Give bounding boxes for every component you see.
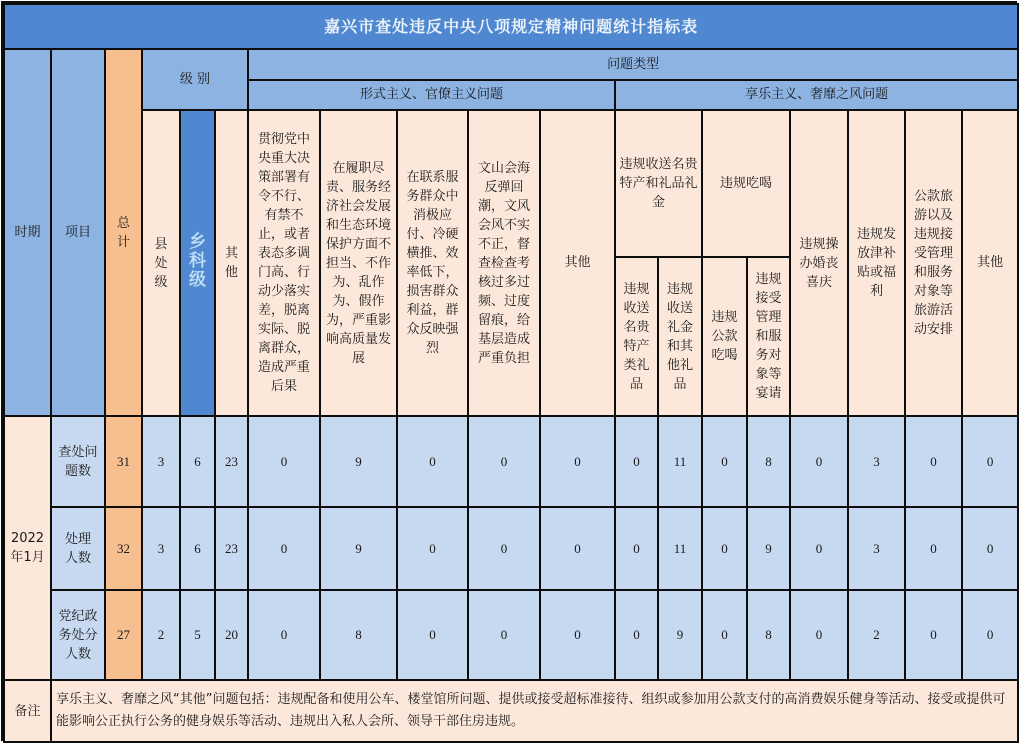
statistics-table-container <box>1 1 1017 741</box>
cell-gifts-cash: 9 <box>658 590 702 680</box>
cell-gifts-specialty: 0 <box>615 416 658 507</box>
header-problem-type: 问题类型 <box>248 49 1018 80</box>
table-row <box>4 416 1018 507</box>
cell-formalism-3: 0 <box>397 590 468 680</box>
cell-hedonism-other: 0 <box>962 416 1018 507</box>
table-row <box>4 590 1018 680</box>
cell-weddings-funerals: 0 <box>790 590 848 680</box>
header-item: 项目 <box>51 49 105 416</box>
table-row <box>4 507 1018 590</box>
cell-formalism-other: 0 <box>540 590 615 680</box>
header-public-travel: 公款旅游以及违规接受管理和服务对象等旅游活动安排 <box>905 110 962 416</box>
cell-hedonism-other: 0 <box>962 507 1018 590</box>
header-formalism-col-2: 在履职尽责、服务经济社会发展和生态环境保护方面不担当、不作为、乱作为、假作为，严重影响高质量发展 <box>320 110 397 416</box>
cell-formalism-other: 0 <box>540 416 615 507</box>
statistics-table <box>3 3 1019 743</box>
cell-gifts-specialty: 0 <box>615 590 658 680</box>
cell-formalism-4: 0 <box>468 416 540 507</box>
header-formalism-other: 其他 <box>540 110 615 416</box>
cell-level-other: 20 <box>215 590 248 680</box>
cell-public-travel: 0 <box>905 416 962 507</box>
cell-subsidies: 3 <box>848 507 905 590</box>
cell-formalism-other: 0 <box>540 507 615 590</box>
header-period: 时期 <box>4 49 51 416</box>
cell-formalism-4: 0 <box>468 590 540 680</box>
header-level-group: 级 别 <box>142 49 248 110</box>
cell-gifts-cash: 11 <box>658 507 702 590</box>
cell-public-travel: 0 <box>905 590 962 680</box>
header-formalism-col-1: 贯彻党中央重大决策部署有令不行、有禁不止，或者表态多调门高、行动少落实差，脱离实际、脱离群众，造成严重后果 <box>248 110 320 416</box>
header-dining-group: 违规吃喝 <box>702 110 790 257</box>
header-gifts-specialty: 违规收送名贵特产类礼品 <box>615 257 658 416</box>
cell-hedonism-other: 0 <box>962 590 1018 680</box>
cell-formalism-1: 0 <box>248 507 320 590</box>
cell-public-travel: 0 <box>905 507 962 590</box>
cell-formalism-3: 0 <box>397 507 468 590</box>
header-subsidies: 违规发放津补贴或福利 <box>848 110 905 416</box>
cell-level-county: 2 <box>142 590 180 680</box>
cell-formalism-2: 9 <box>320 416 397 507</box>
cell-formalism-3: 0 <box>397 416 468 507</box>
cell-dining-public: 0 <box>702 590 747 680</box>
cell-weddings-funerals: 0 <box>790 507 848 590</box>
cell-level-other: 23 <box>215 507 248 590</box>
cell-formalism-1: 0 <box>248 416 320 507</box>
cell-formalism-4: 0 <box>468 507 540 590</box>
header-formalism-col-3: 在联系服务群众中消极应付、冷硬横推、效率低下，损害群众利益，群众反映强烈 <box>397 110 468 416</box>
row-label: 党纪政务处分人数 <box>51 590 105 680</box>
period-cell: 2022年1月 <box>4 416 51 680</box>
cell-level-township: 6 <box>180 507 215 590</box>
cell-level-county: 3 <box>142 507 180 590</box>
cell-level-township: 6 <box>180 416 215 507</box>
cell-formalism-2: 9 <box>320 507 397 590</box>
header-level-other: 其他 <box>215 110 248 416</box>
row-total: 32 <box>105 507 142 590</box>
header-level-county: 县处级 <box>142 110 180 416</box>
cell-subsidies: 3 <box>848 416 905 507</box>
cell-subsidies: 2 <box>848 590 905 680</box>
cell-dining-banquet: 8 <box>747 590 790 680</box>
cell-dining-banquet: 8 <box>747 416 790 507</box>
header-gifts-group: 违规收送名贵特产和礼品礼金 <box>615 110 702 257</box>
header-dining-banquet: 违规接受管理和服务对象等宴请 <box>747 257 790 416</box>
row-label: 查处问题数 <box>51 416 105 507</box>
cell-formalism-2: 8 <box>320 590 397 680</box>
cell-gifts-cash: 11 <box>658 416 702 507</box>
cell-formalism-1: 0 <box>248 590 320 680</box>
note-text: 享乐主义、奢靡之风“其他”问题包括：违规配备和使用公车、楼堂馆所问题、提供或接受超标准接待、组织或参加用公款支付的高消费娱乐健身等活动、接受或提供可能影响公正执行公务的健身娱乐等活动、违规出入私人会所、领导干部住房违规。 <box>51 680 1018 742</box>
header-weddings-funerals: 违规操办婚丧喜庆 <box>790 110 848 416</box>
header-dining-public: 违规公款吃喝 <box>702 257 747 416</box>
cell-dining-banquet: 9 <box>747 507 790 590</box>
header-hedonism-group: 享乐主义、奢靡之风问题 <box>615 80 1018 110</box>
table-title: 嘉兴市查处违反中央八项规定精神问题统计指标表 <box>4 4 1018 49</box>
cell-weddings-funerals: 0 <box>790 416 848 507</box>
header-formalism-group: 形式主义、官僚主义问题 <box>248 80 615 110</box>
cell-dining-public: 0 <box>702 507 747 590</box>
cell-level-township: 5 <box>180 590 215 680</box>
cell-gifts-specialty: 0 <box>615 507 658 590</box>
cell-level-county: 3 <box>142 416 180 507</box>
header-hedonism-other: 其他 <box>962 110 1018 416</box>
cell-level-other: 23 <box>215 416 248 507</box>
header-gifts-cash: 违规收送礼金和其他礼品 <box>658 257 702 416</box>
cell-dining-public: 0 <box>702 416 747 507</box>
row-label: 处理人数 <box>51 507 105 590</box>
header-formalism-col-4: 文山会海反弹回潮，文风会风不实不正，督查检查考核过多过频、过度留痕，给基层造成严重负担 <box>468 110 540 416</box>
header-total: 总计 <box>105 49 142 416</box>
header-level-township: 乡科级 <box>180 110 215 416</box>
note-label: 备注 <box>4 680 51 742</box>
row-total: 27 <box>105 590 142 680</box>
row-total: 31 <box>105 416 142 507</box>
